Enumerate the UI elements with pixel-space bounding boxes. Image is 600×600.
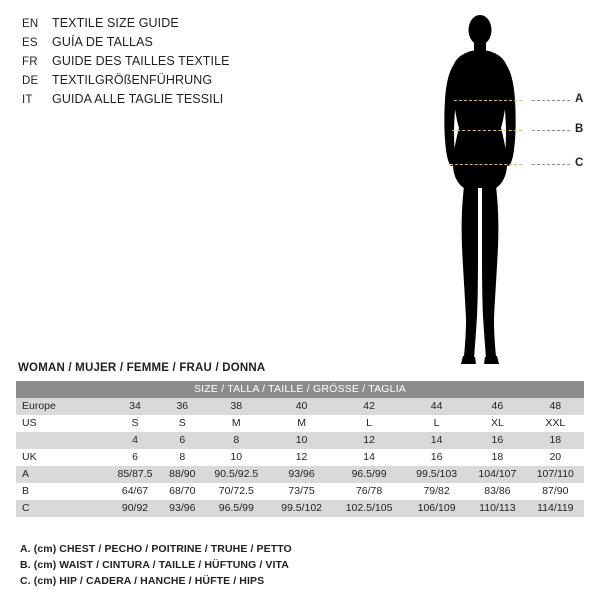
table-row [16, 466, 584, 483]
cell: 38 [203, 398, 271, 415]
language-title: GUIDA ALLE TAGLIE TESSILI [52, 92, 224, 106]
cell: 6 [108, 449, 162, 466]
cell: 68/70 [162, 483, 203, 500]
row-label: C [16, 500, 108, 517]
cell: 114/119 [527, 500, 584, 517]
table-row [16, 483, 584, 500]
cell: 93/96 [162, 500, 203, 517]
row-label: US [16, 415, 108, 432]
cell: 90.5/92.5 [203, 466, 271, 483]
cell: 107/110 [527, 466, 584, 483]
cell: 34 [108, 398, 162, 415]
cell: 18 [468, 449, 527, 466]
cell: 102.5/105 [333, 500, 405, 517]
cell: 90/92 [108, 500, 162, 517]
table-header-row [16, 381, 584, 398]
cell: 20 [527, 449, 584, 466]
cell: 93/96 [270, 466, 333, 483]
legend-item-c: C. (cm) HIP / CADERA / HANCHE / HÜFTE / HIPS [20, 575, 265, 587]
cell: 99.5/102 [270, 500, 333, 517]
cell: S [108, 415, 162, 432]
language-title: GUIDE DES TAILLES TEXTILE [52, 54, 230, 68]
cell: 36 [162, 398, 203, 415]
language-title-list [22, 14, 322, 109]
cell: 64/67 [108, 483, 162, 500]
chest-dash-line [454, 100, 522, 101]
cell: 73/75 [270, 483, 333, 500]
cell: 40 [270, 398, 333, 415]
table-row [16, 449, 584, 466]
hip-dash-line-extension [532, 164, 570, 165]
language-code: ES [22, 37, 38, 49]
body-measurement-figure [420, 8, 600, 373]
cell: 16 [468, 432, 527, 449]
table-header-label: SIZE / TALLA / TAILLE / GRÖSSE / TAGLIA [16, 381, 584, 398]
language-title: TEXTILE SIZE GUIDE [52, 16, 179, 30]
cell: 88/90 [162, 466, 203, 483]
cell: 12 [270, 449, 333, 466]
cell: 18 [527, 432, 584, 449]
row-label: A [16, 466, 108, 483]
language-row [22, 90, 322, 109]
cell: 8 [203, 432, 271, 449]
language-row [22, 33, 322, 52]
language-code: EN [22, 18, 39, 30]
cell: 10 [270, 432, 333, 449]
table-row [16, 415, 584, 432]
label-c: C [575, 157, 584, 169]
cell: 44 [405, 398, 468, 415]
cell: 104/107 [468, 466, 527, 483]
language-row [22, 14, 322, 33]
cell: 10 [203, 449, 271, 466]
language-row [22, 52, 322, 71]
row-label: B [16, 483, 108, 500]
cell: 87/90 [527, 483, 584, 500]
legend-item-b: B. (cm) WAIST / CINTURA / TAILLE / HÜFTUNG / VITA [20, 559, 289, 571]
measurement-legend [20, 541, 580, 589]
cell: 83/86 [468, 483, 527, 500]
cell: S [162, 415, 203, 432]
cell: XL [468, 415, 527, 432]
language-title: GUÍA DE TALLAS [52, 35, 153, 49]
cell: 8 [162, 449, 203, 466]
row-label [16, 432, 108, 449]
section-heading: WOMAN / MUJER / FEMME / FRAU / DONNA [18, 362, 266, 374]
cell: 96.5/99 [203, 500, 271, 517]
cell: XXL [527, 415, 584, 432]
woman-silhouette-icon [420, 8, 600, 373]
table-row [16, 432, 584, 449]
cell: 14 [333, 449, 405, 466]
language-code: IT [22, 94, 33, 106]
label-a: A [575, 93, 584, 105]
cell: 46 [468, 398, 527, 415]
cell: L [405, 415, 468, 432]
cell: 48 [527, 398, 584, 415]
waist-dash-line-extension [532, 130, 570, 131]
cell: 70/72.5 [203, 483, 271, 500]
language-title: TEXTILGRÖßENFÜHRUNG [52, 73, 213, 87]
language-code: FR [22, 56, 38, 68]
cell: L [333, 415, 405, 432]
size-table [16, 381, 584, 517]
label-b: B [575, 123, 584, 135]
row-label: Europe [16, 398, 108, 415]
cell: 79/82 [405, 483, 468, 500]
cell: 76/78 [333, 483, 405, 500]
language-row [22, 71, 322, 90]
hip-dash-line [450, 164, 522, 165]
cell: 42 [333, 398, 405, 415]
row-label: UK [16, 449, 108, 466]
language-code: DE [22, 75, 39, 87]
chest-dash-line-extension [532, 100, 570, 101]
cell: 12 [333, 432, 405, 449]
cell: 96.5/99 [333, 466, 405, 483]
table-row [16, 500, 584, 517]
cell: 110/113 [468, 500, 527, 517]
cell: 106/109 [405, 500, 468, 517]
cell: 6 [162, 432, 203, 449]
legend-item-a: A. (cm) CHEST / PECHO / POITRINE / TRUHE / PETTO [20, 543, 292, 555]
cell: M [203, 415, 271, 432]
cell: 14 [405, 432, 468, 449]
cell: 85/87.5 [108, 466, 162, 483]
cell: 16 [405, 449, 468, 466]
cell: M [270, 415, 333, 432]
table-row [16, 398, 584, 415]
cell: 4 [108, 432, 162, 449]
waist-dash-line [452, 130, 522, 131]
cell: 99.5/103 [405, 466, 468, 483]
